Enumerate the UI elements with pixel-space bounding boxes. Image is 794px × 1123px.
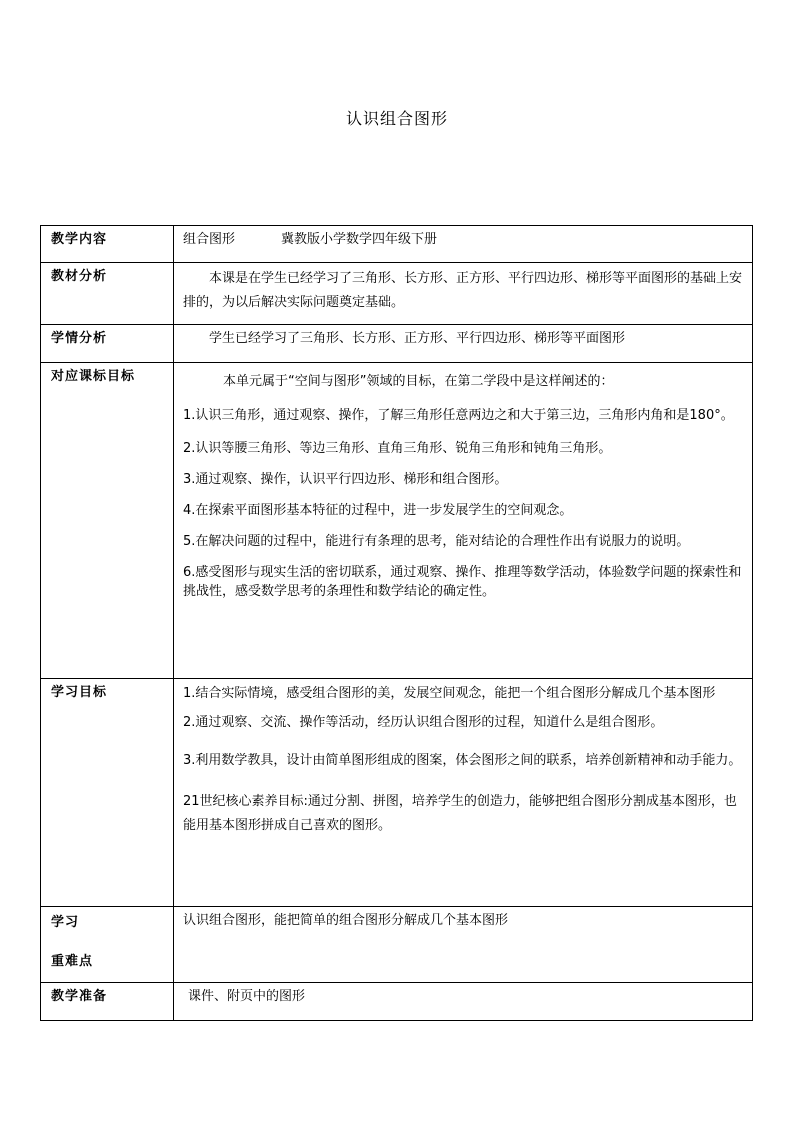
row-learning-objectives bbox=[41, 679, 753, 907]
teaching-preparation-text: 课件、附页中的图形 bbox=[188, 989, 306, 1004]
objective-item: 1.结合实际情境，感受组合图形的美，发展空间观念，能把一个组合图形分解成几个基本图形 bbox=[183, 686, 716, 701]
page-title: 认识组合图形 bbox=[345, 109, 448, 128]
row-label-curriculum-standards: 对应课标目标 bbox=[41, 363, 174, 679]
key-points-text: 认识组合图形，能把简单的组合图形分解成几个基本图形 bbox=[183, 913, 509, 928]
standards-item: 1.认识三角形，通过观察、操作，了解三角形任意两边之和大于第三边，三角形内角和是180°。 bbox=[183, 408, 734, 423]
teaching-topic: 组合图形 bbox=[183, 232, 236, 247]
standards-item: 4.在探索平面图形基本特征的过程中，进一步发展学生的空间观念。 bbox=[183, 503, 573, 518]
standards-item: 5.在解决问题的过程中，能进行有条理的思考，能对结论的合理性作出有说服力的说明。 bbox=[183, 534, 690, 549]
learning-objectives-cell bbox=[174, 679, 753, 907]
row-label-learning-objectives: 学习目标 bbox=[41, 679, 174, 907]
row-label-student-analysis: 学情分析 bbox=[41, 325, 174, 363]
row-curriculum-standards bbox=[41, 363, 753, 679]
textbook-name: 冀教版小学数学四年级下册 bbox=[281, 232, 438, 247]
objective-item: 21世纪核心素养目标:通过分割、拼图，培养学生的创造力，能够把组合图形分割成基本图形，也能用基本图形拼成自己喜欢的图形。 bbox=[183, 794, 737, 833]
teaching-preparation-cell bbox=[174, 983, 753, 1021]
standards-intro: 本单元属于“空间与图形”领域的目标，在第二学段中是这样阐述的： bbox=[223, 374, 614, 389]
row-label-key-difficult-points bbox=[41, 907, 174, 983]
lesson-plan-table bbox=[40, 225, 753, 1021]
row-label-material-analysis: 教材分析 bbox=[41, 263, 174, 325]
key-points-label-line1: 学习 bbox=[51, 915, 80, 930]
row-teaching-preparation bbox=[41, 983, 753, 1021]
material-analysis-text: 本课是在学生已经学习了三角形、长方形、正方形、平行四边形、梯形等平面图形的基础上安排的，为以后解决实际问题奠定基础。 bbox=[183, 271, 743, 310]
standards-item: 6.感受图形与现实生活的密切联系，通过观察、操作、推理等数学活动，体验数学问题的探索性和挑战性，感受数学思考的条理性和数学结论的确定性。 bbox=[183, 565, 742, 599]
student-analysis-text: 学生已经学习了三角形、长方形、正方形、平行四边形、梯形等平面图形 bbox=[209, 331, 626, 346]
row-key-difficult-points bbox=[41, 907, 753, 983]
objective-item: 2.通过观察、交流、操作等活动，经历认识组合图形的过程，知道什么是组合图形。 bbox=[183, 715, 664, 730]
objective-item: 3.利用数学教具，设计由简单图形组成的图案，体会图形之间的联系，培养创新精神和动手能力。 bbox=[183, 753, 742, 768]
material-analysis-cell bbox=[174, 263, 753, 325]
row-student-analysis bbox=[41, 325, 753, 363]
standards-item: 2.认识等腰三角形、等边三角形、直角三角形、锐角三角形和钝角三角形。 bbox=[183, 441, 612, 456]
standards-item: 3.通过观察、操作，认识平行四边形、梯形和组合图形。 bbox=[183, 472, 508, 487]
row-label-teaching-preparation: 教学准备 bbox=[41, 983, 174, 1021]
student-analysis-cell bbox=[174, 325, 753, 363]
curriculum-standards-cell bbox=[174, 363, 753, 679]
key-points-cell bbox=[174, 907, 753, 983]
row-label-teaching-content: 教学内容 bbox=[41, 226, 174, 263]
teaching-content-cell bbox=[174, 226, 753, 263]
row-teaching-content bbox=[41, 226, 753, 263]
key-points-label-line2: 重难点 bbox=[51, 954, 94, 969]
row-material-analysis bbox=[41, 263, 753, 325]
